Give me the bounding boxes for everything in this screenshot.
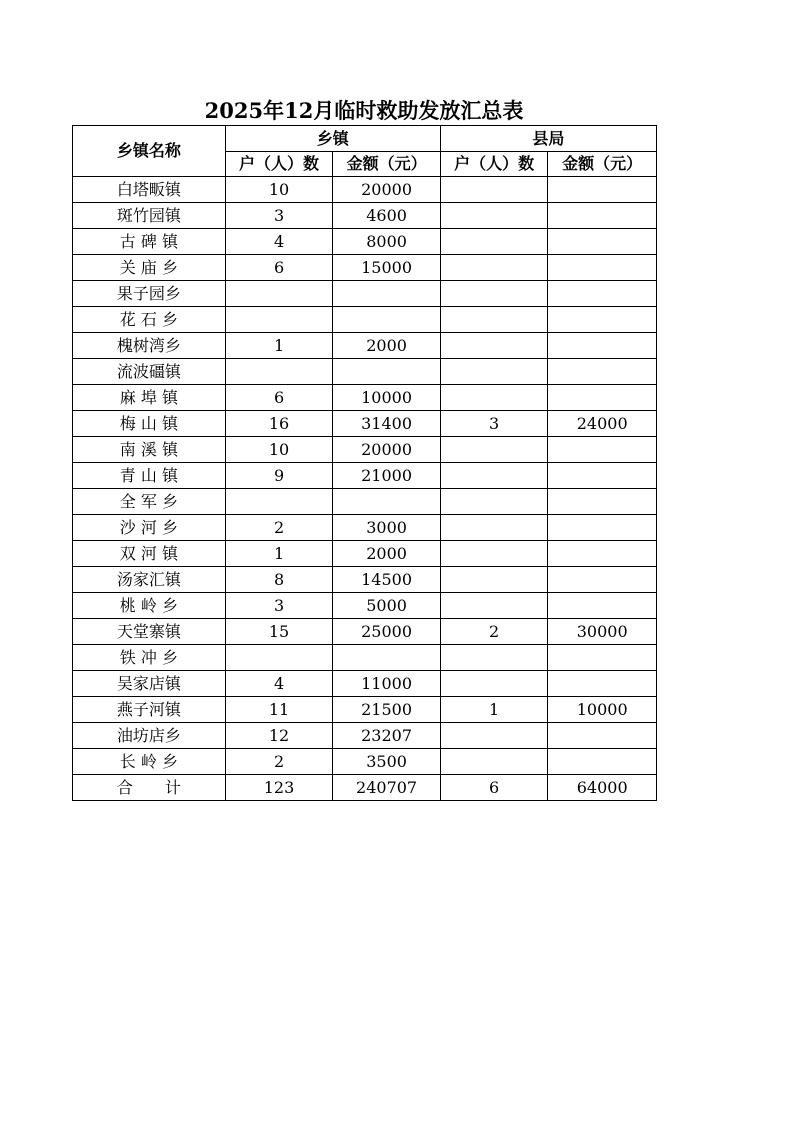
county-amount-cell: 10000: [548, 697, 657, 723]
town-amount-cell: 240707: [333, 775, 441, 801]
town-households-cell: 10: [225, 177, 333, 203]
town-amount-cell: 14500: [333, 567, 441, 593]
town-households-cell: 1: [225, 541, 333, 567]
town-name-cell: 白塔畈镇: [73, 177, 226, 203]
town-name-cell: 汤家汇镇: [73, 567, 226, 593]
county-households-cell: [440, 359, 548, 385]
town-amount-cell: [333, 307, 441, 333]
town-amount-cell: 4600: [333, 203, 441, 229]
table-row: [73, 541, 657, 567]
header-county-households: 户（人）数: [440, 152, 548, 177]
town-amount-cell: 3500: [333, 749, 441, 775]
county-amount-cell: [548, 723, 657, 749]
table-body: [73, 177, 657, 801]
town-households-cell: 3: [225, 593, 333, 619]
town-name-cell: 流波礓镇: [73, 359, 226, 385]
town-name-cell: 梅 山 镇: [73, 411, 226, 437]
town-amount-cell: 23207: [333, 723, 441, 749]
county-households-cell: [440, 333, 548, 359]
town-name-cell: 青 山 镇: [73, 463, 226, 489]
town-households-cell: 6: [225, 385, 333, 411]
table-row: [73, 203, 657, 229]
town-amount-cell: 2000: [333, 333, 441, 359]
county-amount-cell: [548, 437, 657, 463]
town-amount-cell: 20000: [333, 437, 441, 463]
town-name-cell: 槐树湾乡: [73, 333, 226, 359]
town-households-cell: [225, 489, 333, 515]
header-row-group: [73, 126, 657, 152]
county-amount-cell: 64000: [548, 775, 657, 801]
town-amount-cell: 11000: [333, 671, 441, 697]
table-row: [73, 385, 657, 411]
county-households-cell: [440, 255, 548, 281]
town-amount-cell: 10000: [333, 385, 441, 411]
town-amount-cell: [333, 645, 441, 671]
town-households-cell: 2: [225, 515, 333, 541]
county-households-cell: 2: [440, 619, 548, 645]
county-amount-cell: [548, 385, 657, 411]
county-households-cell: 6: [440, 775, 548, 801]
header-group-town: 乡镇: [225, 126, 440, 152]
header-town-name: 乡镇名称: [73, 126, 226, 177]
town-amount-cell: [333, 359, 441, 385]
county-households-cell: [440, 229, 548, 255]
county-households-cell: 1: [440, 697, 548, 723]
town-name-cell: 燕子河镇: [73, 697, 226, 723]
county-households-cell: [440, 281, 548, 307]
town-households-cell: [225, 307, 333, 333]
town-households-cell: 1: [225, 333, 333, 359]
town-households-cell: [225, 359, 333, 385]
town-households-cell: 15: [225, 619, 333, 645]
town-name-cell: 花 石 乡: [73, 307, 226, 333]
table-row: [73, 671, 657, 697]
county-households-cell: [440, 749, 548, 775]
table-row: [73, 437, 657, 463]
county-amount-cell: [548, 541, 657, 567]
county-amount-cell: [548, 307, 657, 333]
relief-summary-table: [72, 125, 657, 801]
table-row: [73, 593, 657, 619]
table-row: [73, 567, 657, 593]
county-amount-cell: [548, 281, 657, 307]
county-amount-cell: [548, 645, 657, 671]
table-row: [73, 619, 657, 645]
county-amount-cell: [548, 749, 657, 775]
county-amount-cell: [548, 359, 657, 385]
county-households-cell: [440, 541, 548, 567]
county-amount-cell: [548, 203, 657, 229]
county-amount-cell: [548, 593, 657, 619]
page-title: 2025年12月临时救助发放汇总表: [204, 98, 524, 123]
table-row: [73, 333, 657, 359]
town-name-cell: 沙 河 乡: [73, 515, 226, 541]
county-amount-cell: [548, 515, 657, 541]
town-name-cell: 长 岭 乡: [73, 749, 226, 775]
county-amount-cell: [548, 177, 657, 203]
town-name-cell: 天堂寨镇: [73, 619, 226, 645]
header-town-amount: 金额（元）: [333, 152, 441, 177]
town-amount-cell: 31400: [333, 411, 441, 437]
town-name-cell: 合 计: [73, 775, 226, 801]
town-amount-cell: 21500: [333, 697, 441, 723]
table-row: [73, 489, 657, 515]
town-name-cell: 斑竹园镇: [73, 203, 226, 229]
county-amount-cell: [548, 463, 657, 489]
header-county-amount: 金额（元）: [548, 152, 657, 177]
town-households-cell: 2: [225, 749, 333, 775]
table-row: [73, 359, 657, 385]
table-row: [73, 463, 657, 489]
town-amount-cell: 21000: [333, 463, 441, 489]
county-amount-cell: [548, 333, 657, 359]
table-row: [73, 723, 657, 749]
town-amount-cell: 3000: [333, 515, 441, 541]
header-group-county: 县局: [440, 126, 656, 152]
town-name-cell: 古 碑 镇: [73, 229, 226, 255]
town-amount-cell: 15000: [333, 255, 441, 281]
county-households-cell: [440, 203, 548, 229]
county-amount-cell: 24000: [548, 411, 657, 437]
table-row: [73, 697, 657, 723]
county-households-cell: [440, 723, 548, 749]
county-households-cell: [440, 515, 548, 541]
table-row: [73, 515, 657, 541]
county-households-cell: [440, 463, 548, 489]
county-households-cell: [440, 177, 548, 203]
county-households-cell: [440, 671, 548, 697]
town-amount-cell: 2000: [333, 541, 441, 567]
town-households-cell: [225, 645, 333, 671]
town-name-cell: 双 河 镇: [73, 541, 226, 567]
town-households-cell: 123: [225, 775, 333, 801]
town-name-cell: 油坊店乡: [73, 723, 226, 749]
town-households-cell: 12: [225, 723, 333, 749]
town-amount-cell: 8000: [333, 229, 441, 255]
town-households-cell: 9: [225, 463, 333, 489]
table-row: [73, 307, 657, 333]
county-amount-cell: [548, 229, 657, 255]
county-households-cell: [440, 489, 548, 515]
county-households-cell: [440, 307, 548, 333]
town-name-cell: 果子园乡: [73, 281, 226, 307]
town-households-cell: 11: [225, 697, 333, 723]
header-town-households: 户（人）数: [225, 152, 333, 177]
town-amount-cell: [333, 281, 441, 307]
county-amount-cell: [548, 489, 657, 515]
town-name-cell: 吴家店镇: [73, 671, 226, 697]
county-households-cell: [440, 645, 548, 671]
county-amount-cell: [548, 671, 657, 697]
town-households-cell: 10: [225, 437, 333, 463]
county-amount-cell: 30000: [548, 619, 657, 645]
table-row: [73, 177, 657, 203]
table-row: [73, 749, 657, 775]
town-households-cell: 6: [225, 255, 333, 281]
total-row: [73, 775, 657, 801]
town-name-cell: 铁 冲 乡: [73, 645, 226, 671]
town-amount-cell: 20000: [333, 177, 441, 203]
county-amount-cell: [548, 567, 657, 593]
county-households-cell: 3: [440, 411, 548, 437]
town-name-cell: 桃 岭 乡: [73, 593, 226, 619]
town-name-cell: 全 军 乡: [73, 489, 226, 515]
town-name-cell: 南 溪 镇: [73, 437, 226, 463]
town-households-cell: 16: [225, 411, 333, 437]
county-households-cell: [440, 437, 548, 463]
town-name-cell: 关 庙 乡: [73, 255, 226, 281]
town-households-cell: 4: [225, 671, 333, 697]
table-row: [73, 255, 657, 281]
table-row: [73, 229, 657, 255]
county-households-cell: [440, 385, 548, 411]
county-amount-cell: [548, 255, 657, 281]
town-amount-cell: 5000: [333, 593, 441, 619]
town-households-cell: 3: [225, 203, 333, 229]
county-households-cell: [440, 593, 548, 619]
town-amount-cell: 25000: [333, 619, 441, 645]
table-row: [73, 281, 657, 307]
county-households-cell: [440, 567, 548, 593]
table-row: [73, 411, 657, 437]
town-name-cell: 麻 埠 镇: [73, 385, 226, 411]
town-households-cell: [225, 281, 333, 307]
town-amount-cell: [333, 489, 441, 515]
town-households-cell: 8: [225, 567, 333, 593]
table-row: [73, 645, 657, 671]
town-households-cell: 4: [225, 229, 333, 255]
